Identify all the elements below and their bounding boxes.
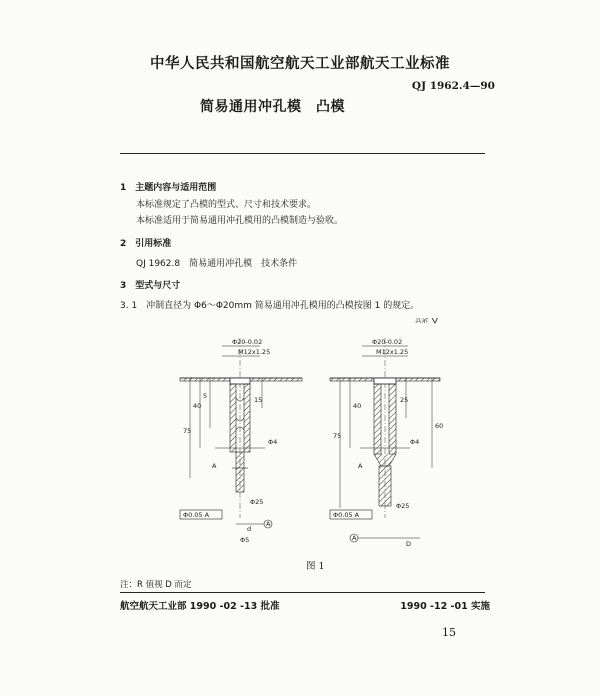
left-dim-phi5: Φ5 <box>240 536 250 544</box>
figure-1-drawing <box>150 318 490 558</box>
left-wall-r <box>244 384 250 452</box>
right-shank-len: 40 <box>353 402 362 410</box>
roughness-symbol-icon <box>432 318 439 323</box>
punch-drawing-svg <box>150 318 490 558</box>
left-dim-d: d <box>247 525 252 533</box>
section-3-1-clause: 3. 1 冲制直径为 Φ6～Φ20mm 简易通用冲孔模用的凸模按图 1 的规定。 <box>120 301 420 311</box>
left-thread-dim: M12x1.25 <box>238 348 271 356</box>
left-datum-a-letter: A <box>266 520 271 528</box>
figure-caption: 图 1 <box>306 561 325 572</box>
figure-note: 注：R 值视 D 而定 <box>120 580 192 590</box>
right-tolerance-text: Φ0.05 A <box>333 511 360 519</box>
left-chamfer: 5 <box>203 392 208 400</box>
section-2-heading: 2 引用标准 <box>120 239 172 249</box>
left-view <box>180 338 302 544</box>
left-tolerance-text: Φ0.05 A <box>183 511 210 519</box>
left-total-len: 75 <box>183 427 192 435</box>
left-top-dim: Φ20-0.02 <box>232 338 263 346</box>
left-phi4-callout: Φ4 <box>268 438 278 446</box>
right-phi4-callout: Φ4 <box>410 438 420 446</box>
standard-issuer-title: 中华人民共和国航空航天工业部航天工业标准 <box>150 56 450 72</box>
right-view <box>330 338 443 548</box>
section-2-reference: QJ 1962.8 简易通用冲孔模 技术条件 <box>136 259 298 269</box>
bottom-rule-divider <box>120 592 485 593</box>
right-datum-a-letter: A <box>352 534 357 542</box>
right-tip <box>379 466 391 506</box>
page-number: 15 <box>442 626 456 639</box>
right-wall-l <box>374 384 381 454</box>
right-label-a: A <box>358 462 363 470</box>
left-shank-len: 40 <box>193 402 202 410</box>
section-3-heading: 3 型式与尺寸 <box>120 281 181 291</box>
left-label-a: A <box>212 462 217 470</box>
document-title: 简易通用冲孔模 凸模 <box>200 99 345 115</box>
left-wall-l <box>230 384 236 452</box>
right-thread-dim: M12x1.25 <box>376 348 409 356</box>
right-total-len: 75 <box>333 432 342 440</box>
standard-code: QJ 1962.4—90 <box>411 80 495 92</box>
right-bottom-diam: Φ25 <box>396 502 410 510</box>
left-tip <box>236 452 244 492</box>
right-len-dim: 25 <box>400 396 409 404</box>
left-head <box>230 378 250 384</box>
right-r-len: 60 <box>435 422 444 430</box>
effective-date: 1990 -12 -01 实施 <box>400 601 490 612</box>
top-rule-divider <box>120 153 485 154</box>
right-top-dim: Φ20-0.02 <box>372 338 403 346</box>
right-dim-d: D <box>406 540 412 548</box>
section-1-heading: 1 主题内容与适用范围 <box>120 183 217 193</box>
left-len-dim: 15 <box>254 396 263 404</box>
section-1-paragraph-2: 本标准适用于简易通用冲孔模用的凸模制造与验收。 <box>136 216 344 226</box>
surface-finish-rest-label: 其余 <box>415 318 428 324</box>
section-1-paragraph-1: 本标准规定了凸模的型式、尺寸和技术要求。 <box>136 200 317 210</box>
left-bottom-diam: Φ25 <box>250 498 264 506</box>
right-head <box>374 378 396 384</box>
approval-line: 航空航天工业部 1990 -02 -13 批准 <box>120 601 280 612</box>
right-wall-r <box>389 384 396 454</box>
